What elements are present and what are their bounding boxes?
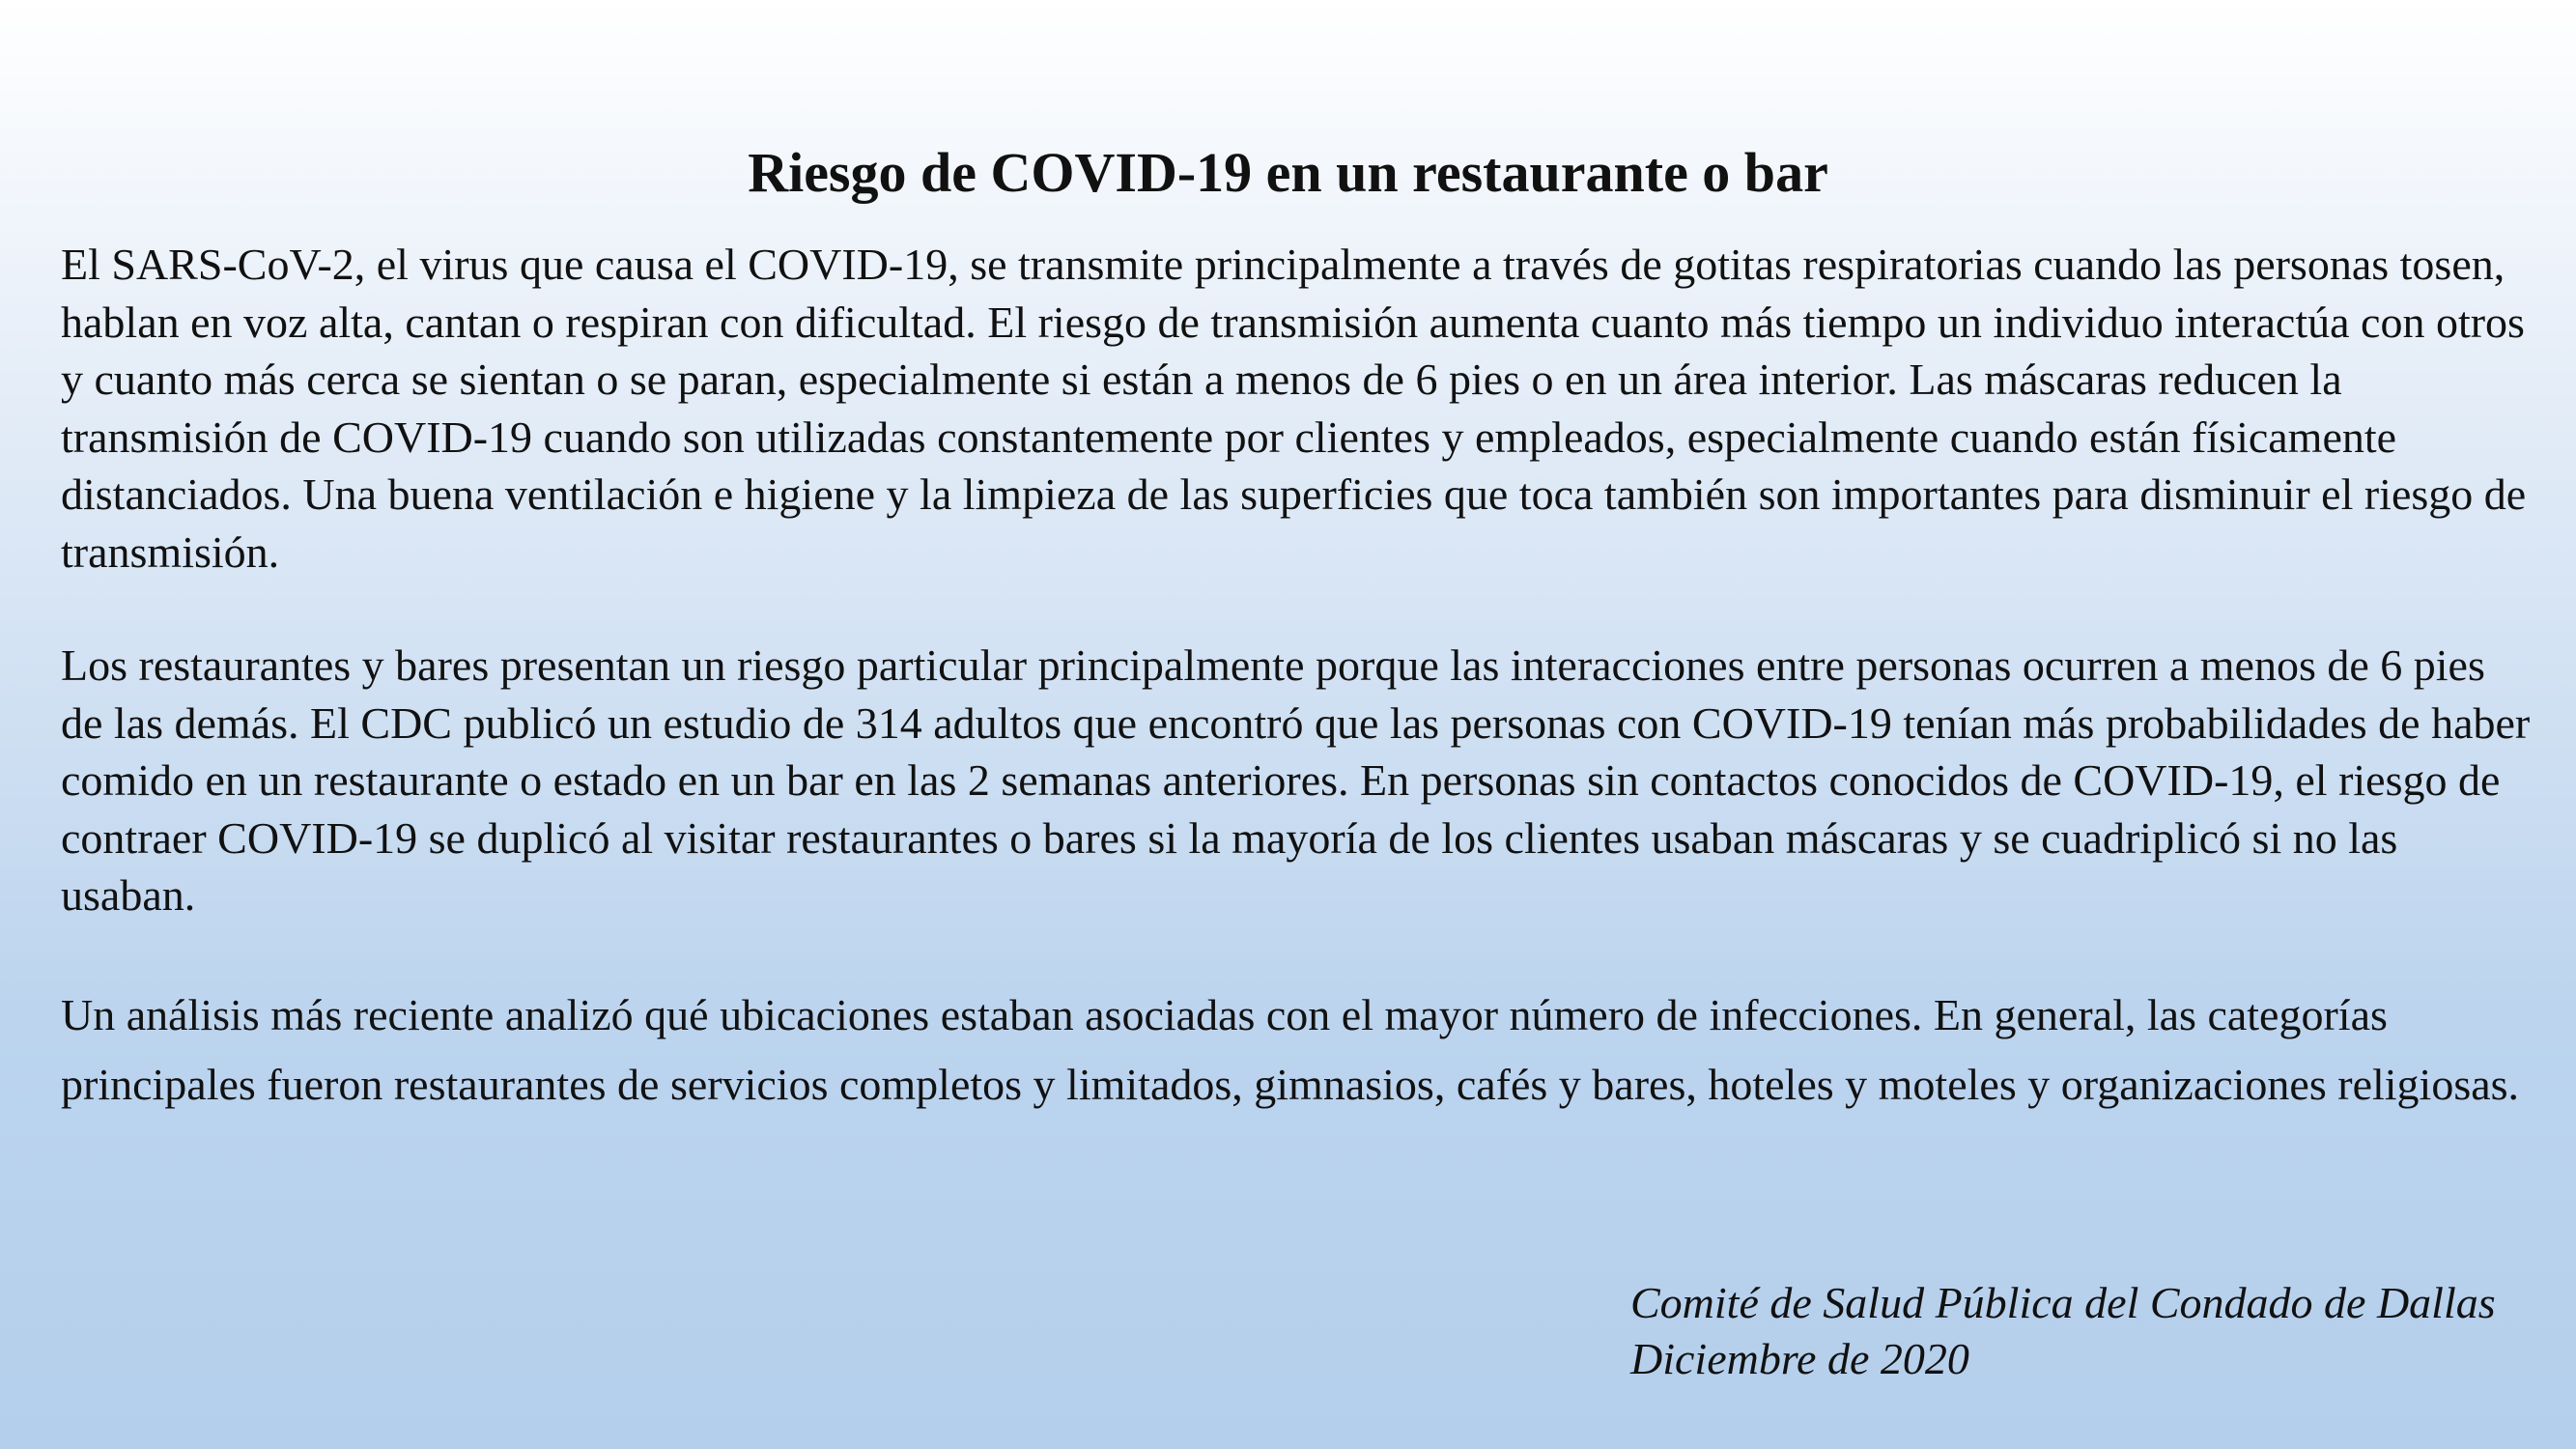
document-body xyxy=(61,236,2534,1120)
page-title: Riesgo de COVID-19 en un restaurante o bar xyxy=(748,141,1828,204)
paragraph-transmission: El SARS-CoV-2, el virus que causa el COVID-19, se transmite principalmente a través de gotitas respiratorias cuando las personas tosen, hablan en voz alta, cantan o respiran con dificultad. El riesgo de transmisión aumenta cuanto más tiempo un individuo interactúa con otros y cuanto más cerca se sientan o se paran, especialmente si están a menos de 6 pies o en un área interior. Las máscaras reducen la transmisión de COVID-19 cuando son utilizadas constantemente por clientes y empleados, especialmente cuando están físicamente distanciados. Una buena ventilación e higiene y la limpieza de las superficies que toca también son importantes para disminuir el riesgo de transmisión. xyxy=(61,240,2527,577)
signature-block xyxy=(1630,1275,2496,1387)
paragraph-recent-analysis: Un análisis más reciente analizó qué ubicaciones estaban asociadas con el mayor número de infecciones. En general, las categorías principales fueron restaurantes de servicios completos y limitados, gimnasios, cafés y bares, hoteles y moteles y organizaciones religiosas. xyxy=(61,989,2520,1109)
signature-date: Diciembre de 2020 xyxy=(1630,1334,1969,1383)
paragraph-restaurant-risk: Los restaurantes y bares presentan un riesgo particular principalmente porque las interacciones entre personas ocurren a menos de 6 pies de las demás. El CDC publicó un estudio de 314 adultos que encontró que las personas con COVID-19 tenían más probabilidades de haber comido en un restaurante o estado en un bar en las 2 semanas anteriores. En personas sin contactos conocidos de COVID-19, el riesgo de contraer COVID-19 se duplicó al visitar restaurantes o bares si la mayoría de los clientes usaban máscaras y se cuadriplicó si no las usaban. xyxy=(61,640,2531,920)
signature-organization: Comité de Salud Pública del Condado de Dallas xyxy=(1630,1278,2496,1327)
